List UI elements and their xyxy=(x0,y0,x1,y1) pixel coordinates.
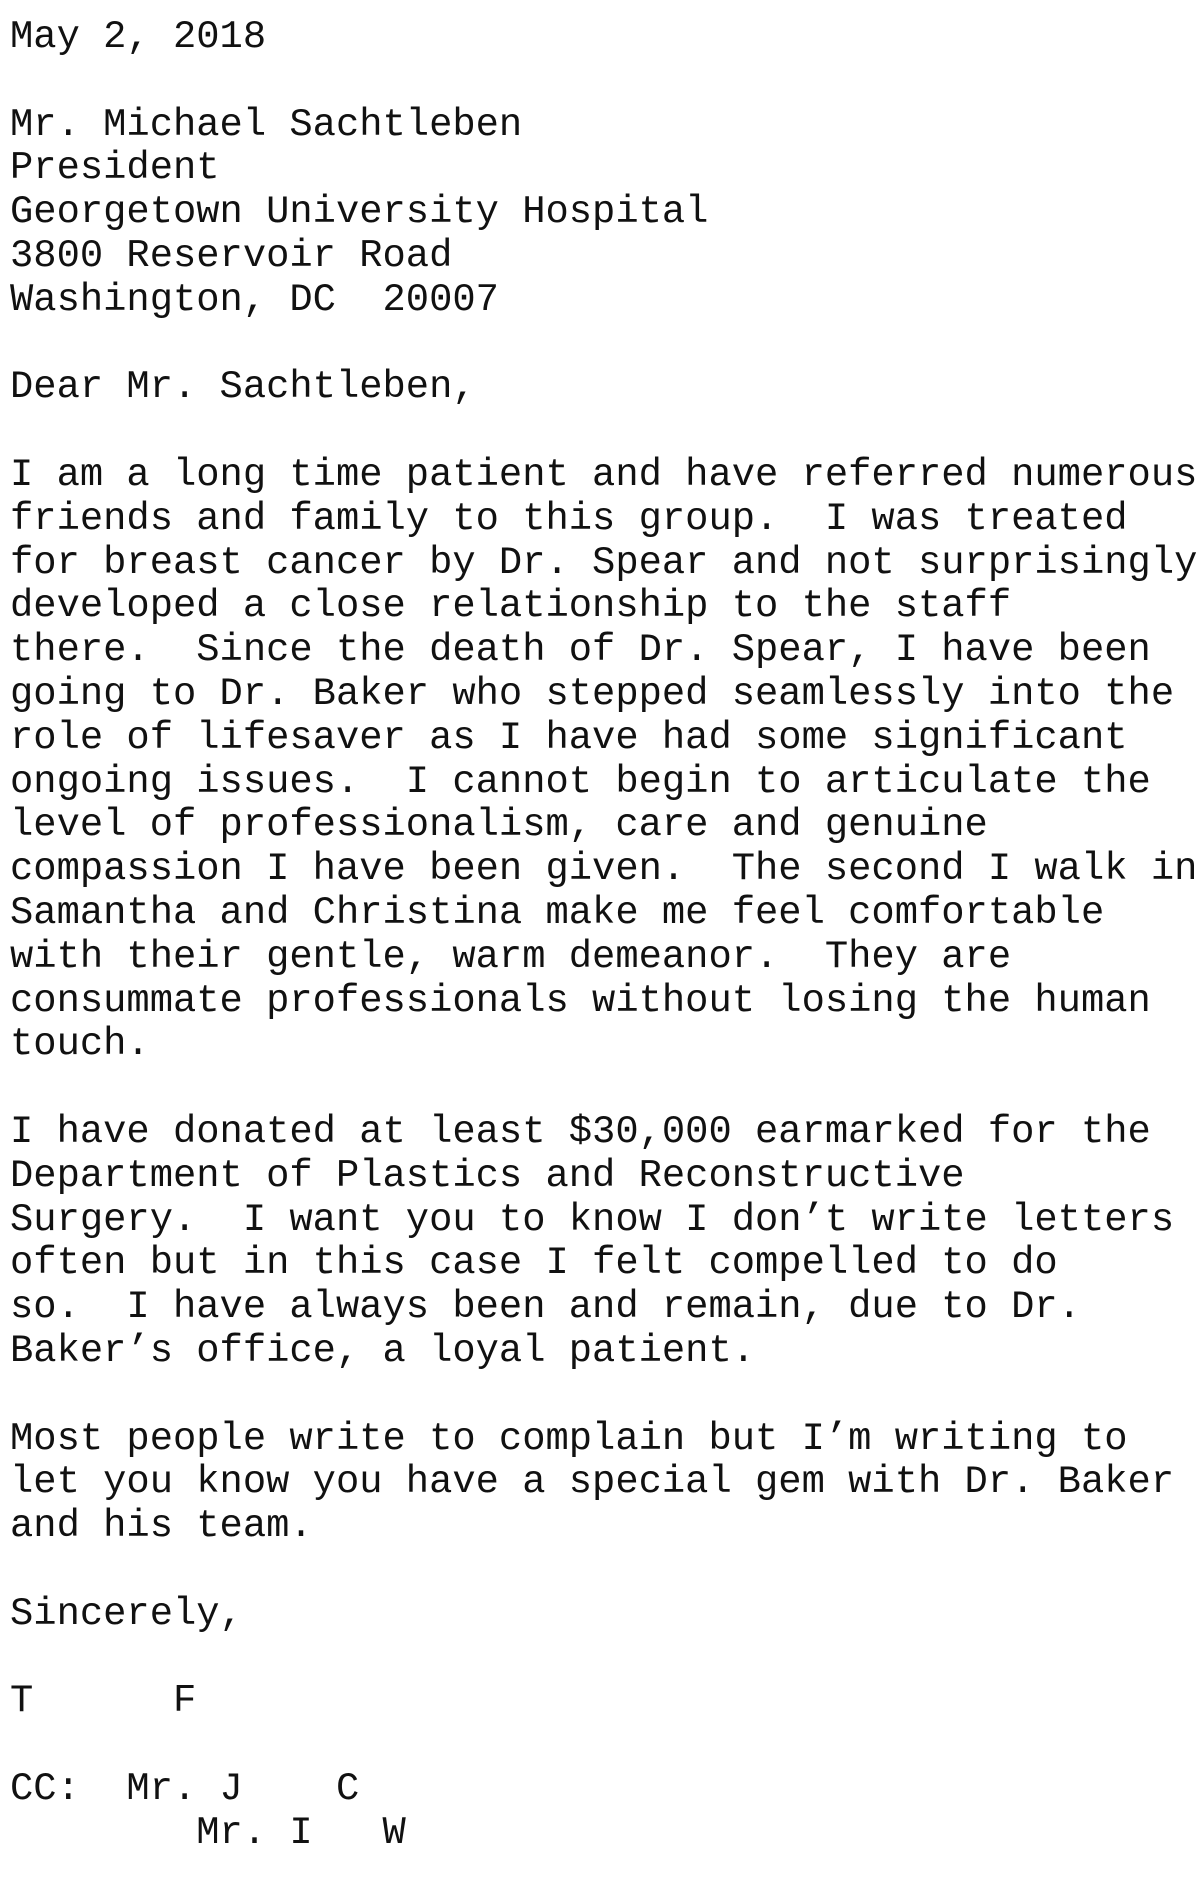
signature: T F xyxy=(10,1679,197,1724)
body-paragraph-2 xyxy=(10,1111,1190,1374)
cc-list xyxy=(10,1768,1190,1856)
body-line: for breast cancer by Dr. Spear and not surprisingly xyxy=(10,540,1198,585)
spacer xyxy=(10,410,1190,454)
body-line: often but in this case I felt compelled to do xyxy=(10,1241,1058,1286)
spacer xyxy=(10,1636,1190,1680)
spacer xyxy=(10,1067,1190,1111)
spacer xyxy=(10,60,1190,104)
body-line: developed a close relationship to the staff xyxy=(10,584,1012,629)
body-line: touch. xyxy=(10,1022,150,1067)
body-line: with their gentle, warm demeanor. They are xyxy=(10,934,1012,979)
body-line: level of professionalism, care and genuine xyxy=(10,803,988,848)
spacer xyxy=(10,323,1190,367)
cc-line: Mr. I W xyxy=(10,1810,406,1855)
letter-page xyxy=(10,15,1198,1855)
body-line: Department of Plastics and Reconstructive xyxy=(10,1153,965,1198)
body-line: Most people write to complain but I’m writing to xyxy=(10,1416,1128,1461)
body-line: Surgery. I want you to know I don’t write letters xyxy=(10,1197,1175,1242)
salutation: Dear Mr. Sachtleben, xyxy=(10,365,476,410)
recipient-name: Mr. Michael Sachtleben xyxy=(10,102,523,147)
body-line: Baker’s office, a loyal patient. xyxy=(10,1328,756,1373)
letter-date: May 2, 2018 xyxy=(10,15,267,59)
recipient-title: President xyxy=(10,146,220,191)
body-line: role of lifesaver as I have had some significant xyxy=(10,715,1128,760)
recipient-city-state-zip: Washington, DC 20007 xyxy=(10,277,499,322)
recipient-address xyxy=(10,104,1190,323)
body-line: consummate professionals without losing the human xyxy=(10,978,1151,1023)
body-line: let you know you have a special gem with Dr. Baker xyxy=(10,1460,1175,1505)
spacer xyxy=(10,1374,1190,1418)
body-line: and his team. xyxy=(10,1504,313,1549)
body-line: ongoing issues. I cannot begin to articulate the xyxy=(10,759,1151,804)
body-line: I am a long time patient and have referred numerous xyxy=(10,452,1198,497)
body-line: Samantha and Christina make me feel comfortable xyxy=(10,890,1105,935)
body-paragraph-3 xyxy=(10,1418,1190,1549)
body-line: I have donated at least $30,000 earmarked for the xyxy=(10,1109,1151,1154)
body-line: friends and family to this group. I was treated xyxy=(10,496,1128,541)
recipient-street: 3800 Reservoir Road xyxy=(10,233,453,278)
closing: Sincerely, xyxy=(10,1591,243,1636)
spacer xyxy=(10,1549,1190,1593)
body-paragraph-1 xyxy=(10,452,1198,1067)
spacer xyxy=(10,1724,1190,1768)
recipient-organization: Georgetown University Hospital xyxy=(10,190,709,235)
body-line: going to Dr. Baker who stepped seamlessly into the xyxy=(10,671,1175,716)
body-line: so. I have always been and remain, due to Dr. xyxy=(10,1285,1081,1330)
cc-line: CC: Mr. J C xyxy=(10,1766,360,1811)
body-line: there. Since the death of Dr. Spear, I have been xyxy=(10,628,1151,673)
body-line: compassion I have been given. The second I walk in xyxy=(10,847,1198,892)
